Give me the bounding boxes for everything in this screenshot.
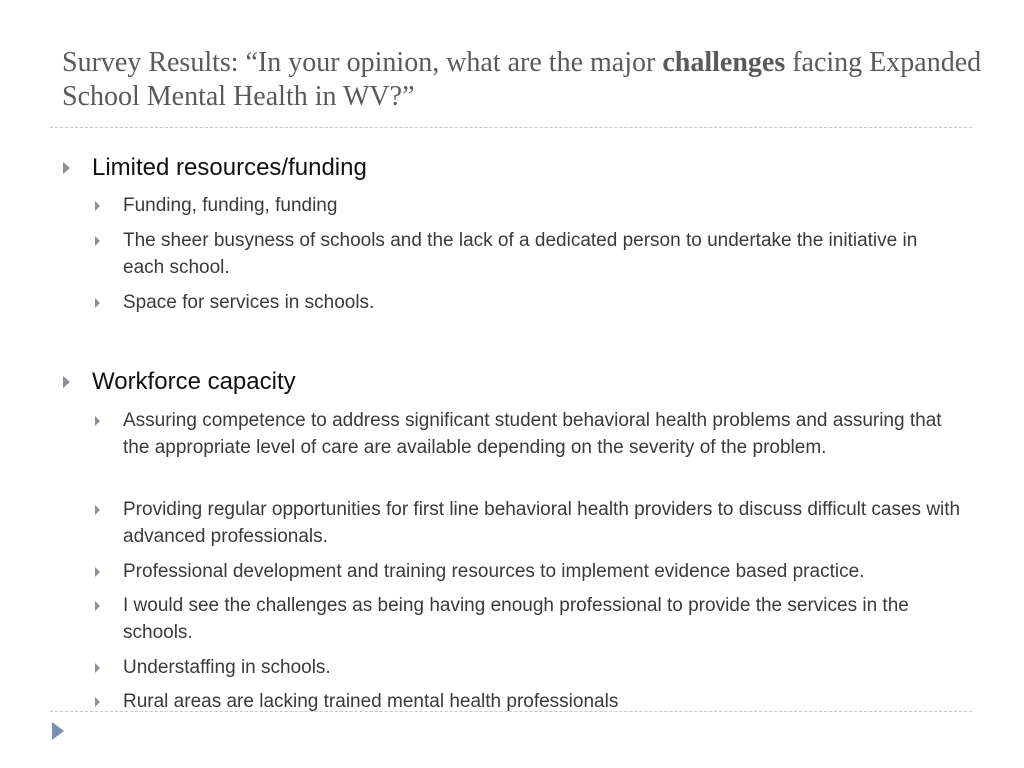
bullet-triangle-icon	[63, 376, 70, 388]
footer-divider	[50, 711, 972, 712]
sub-bullet-triangle-icon	[95, 663, 100, 673]
list-item: Providing regular opportunities for first line behavioral health providers to discuss difficult cases with advanced professionals.	[123, 499, 961, 547]
bullet-triangle-icon	[63, 162, 70, 174]
title-prefix: Survey Results: “In your opinion, what are the major	[62, 47, 663, 78]
sub-bullet-triangle-icon	[95, 601, 100, 611]
sub-bullet-triangle-icon	[95, 416, 100, 426]
list-item: The sheer busyness of schools and the lack of a dedicated person to undertake the initiative in each school.	[123, 230, 918, 278]
section-heading-workforce: Workforce capacity	[92, 368, 296, 395]
list-item: I would see the challenges as being having enough professional to provide the services in the schools.	[123, 595, 909, 643]
list-item: Rural areas are lacking trained mental health professionals	[123, 691, 619, 712]
sub-bullet-triangle-icon	[95, 236, 100, 246]
title-emphasis: challenges	[662, 47, 786, 78]
list-item: Understaffing in schools.	[123, 657, 331, 678]
sub-bullet-triangle-icon	[95, 567, 100, 577]
section-heading-resources: Limited resources/funding	[92, 154, 367, 181]
sub-bullet-triangle-icon	[95, 298, 100, 308]
list-item: Space for services in schools.	[123, 292, 375, 313]
sub-bullet-triangle-icon	[95, 505, 100, 515]
list-item: Assuring competence to address significant student behavioral health problems and assuring that the appropriate level of care are available depending on the severity of the problem.	[123, 410, 942, 458]
next-slide-icon[interactable]	[52, 722, 64, 740]
list-item: Funding, funding, funding	[123, 195, 338, 216]
title-suffix: facing Expanded School Mental Health in WV?”	[62, 47, 982, 112]
sub-bullet-triangle-icon	[95, 201, 100, 211]
list-item: Professional development and training resources to implement evidence based practice.	[123, 561, 865, 582]
sub-bullet-triangle-icon	[95, 697, 100, 707]
